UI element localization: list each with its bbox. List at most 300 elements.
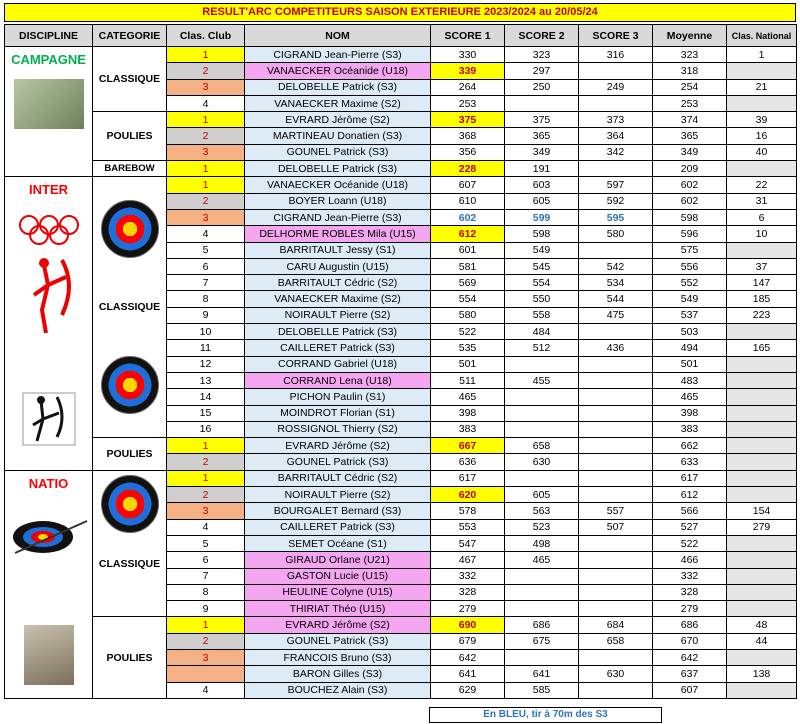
score1-cell: 612 — [431, 226, 505, 242]
score1-cell: 578 — [431, 503, 505, 519]
moyenne-cell: 328 — [653, 584, 727, 600]
name-cell: BOURGALET Bernard (S3) — [245, 503, 431, 519]
moyenne-cell: 466 — [653, 552, 727, 568]
national-rank-cell — [727, 405, 797, 421]
name-cell: CARU Augustin (U15) — [245, 258, 431, 274]
moyenne-cell: 254 — [653, 79, 727, 95]
score2-cell — [505, 470, 579, 486]
moyenne-cell: 279 — [653, 601, 727, 617]
rank-cell — [167, 666, 245, 682]
name-cell: EVRARD Jérôme (S2) — [245, 112, 431, 128]
moyenne-cell: 503 — [653, 324, 727, 340]
rank-cell: 6 — [167, 258, 245, 274]
name-cell: CAILLERET Patrick (S3) — [245, 519, 431, 535]
score2-cell: 512 — [505, 340, 579, 356]
rank-cell: 1 — [167, 161, 245, 177]
score3-cell: 542 — [579, 258, 653, 274]
moyenne-cell: 522 — [653, 535, 727, 551]
name-cell: GASTON Lucie (U15) — [245, 568, 431, 584]
header-moyenne: Moyenne — [653, 25, 727, 47]
moyenne-cell: 323 — [653, 47, 727, 63]
national-rank-cell: 16 — [727, 128, 797, 144]
score3-cell — [579, 356, 653, 372]
rank-cell: 14 — [167, 389, 245, 405]
score1-cell: 511 — [431, 372, 505, 388]
score3-cell — [579, 372, 653, 388]
score3-cell — [579, 487, 653, 503]
rank-cell: 7 — [167, 275, 245, 291]
category-label: POULIES — [106, 447, 153, 460]
header-score3: SCORE 3 — [579, 25, 653, 47]
national-rank-cell: 6 — [727, 209, 797, 225]
moyenne-cell: 637 — [653, 666, 727, 682]
moyenne-cell: 596 — [653, 226, 727, 242]
rank-cell: 9 — [167, 307, 245, 323]
name-cell: CIGRAND Jean-Pierre (S3) — [245, 47, 431, 63]
name-cell: EVRARD Jérôme (S2) — [245, 438, 431, 454]
score3-cell: 534 — [579, 275, 653, 291]
table-row — [5, 438, 797, 454]
national-rank-cell: 223 — [727, 307, 797, 323]
header-score2: SCORE 2 — [505, 25, 579, 47]
archer-photo — [14, 79, 84, 129]
score2-cell — [505, 356, 579, 372]
score1-cell: 356 — [431, 144, 505, 160]
score3-cell — [579, 470, 653, 486]
score3-cell — [579, 242, 653, 258]
score2-cell: 675 — [505, 633, 579, 649]
rank-cell: 12 — [167, 356, 245, 372]
discipline-label: NATIO — [28, 475, 69, 491]
rank-cell: 11 — [167, 340, 245, 356]
rank-cell: 3 — [167, 79, 245, 95]
header-clas-national: Clas. National — [727, 25, 797, 47]
target-icon — [101, 356, 159, 414]
national-rank-cell: 48 — [727, 617, 797, 633]
score1-cell: 601 — [431, 242, 505, 258]
score2-cell: 297 — [505, 63, 579, 79]
category-poulies — [93, 438, 167, 471]
name-cell: BARRITAULT Cédric (S2) — [245, 470, 431, 486]
moyenne-cell: 537 — [653, 307, 727, 323]
results-table — [4, 24, 797, 699]
moyenne-cell: 318 — [653, 63, 727, 79]
score1-cell: 332 — [431, 568, 505, 584]
score2-cell: 585 — [505, 682, 579, 698]
table-row — [5, 617, 797, 633]
score3-cell: 592 — [579, 193, 653, 209]
header-categorie: CATEGORIE — [93, 25, 167, 47]
national-rank-cell — [727, 487, 797, 503]
rank-cell: 1 — [167, 470, 245, 486]
moyenne-cell: 607 — [653, 682, 727, 698]
score1-cell: 620 — [431, 487, 505, 503]
rank-cell: 15 — [167, 405, 245, 421]
name-cell: FRANCOIS Bruno (S3) — [245, 649, 431, 665]
national-rank-cell — [727, 682, 797, 698]
page-title: RESULT'ARC COMPETITEURS SAISON EXTERIEURE 2023/2024 au 20/05/24 — [4, 3, 796, 22]
score2-cell — [505, 649, 579, 665]
score3-cell: 597 — [579, 177, 653, 193]
name-cell: BARON Gilles (S3) — [245, 666, 431, 682]
score2-cell: 365 — [505, 128, 579, 144]
moyenne-cell: 602 — [653, 193, 727, 209]
rank-cell: 4 — [167, 95, 245, 111]
score2-cell: 375 — [505, 112, 579, 128]
moyenne-cell: 527 — [653, 519, 727, 535]
name-cell: ROSSIGNOL Thierry (S2) — [245, 421, 431, 437]
national-rank-cell — [727, 356, 797, 372]
score2-cell: 641 — [505, 666, 579, 682]
score3-cell: 373 — [579, 112, 653, 128]
score3-cell — [579, 324, 653, 340]
moyenne-cell: 253 — [653, 95, 727, 111]
score1-cell: 253 — [431, 95, 505, 111]
category-label: CLASSIQUE — [98, 73, 161, 86]
moyenne-cell: 617 — [653, 470, 727, 486]
name-cell: VANAECKER Océanide (U18) — [245, 63, 431, 79]
moyenne-cell: 602 — [653, 177, 727, 193]
score1-cell: 264 — [431, 79, 505, 95]
score2-cell — [505, 405, 579, 421]
rank-cell: 2 — [167, 454, 245, 470]
score3-cell: 316 — [579, 47, 653, 63]
score3-cell — [579, 584, 653, 600]
score1-cell: 279 — [431, 601, 505, 617]
national-rank-cell: 37 — [727, 258, 797, 274]
national-rank-cell — [727, 63, 797, 79]
score2-cell — [505, 601, 579, 617]
score3-cell — [579, 63, 653, 79]
rank-cell: 10 — [167, 324, 245, 340]
score1-cell: 547 — [431, 535, 505, 551]
score2-cell — [505, 389, 579, 405]
rank-cell: 3 — [167, 209, 245, 225]
archer-silhouette-icon — [14, 255, 84, 339]
moyenne-cell: 209 — [653, 161, 727, 177]
rank-cell: 5 — [167, 242, 245, 258]
score3-cell: 658 — [579, 633, 653, 649]
score1-cell: 398 — [431, 405, 505, 421]
score1-cell: 617 — [431, 470, 505, 486]
score3-cell — [579, 535, 653, 551]
table-row — [5, 177, 797, 193]
moyenne-cell: 483 — [653, 372, 727, 388]
score3-cell — [579, 95, 653, 111]
score3-cell — [579, 601, 653, 617]
score2-cell: 563 — [505, 503, 579, 519]
header-clas-club: Clas. Club — [167, 25, 245, 47]
category-poulies — [93, 617, 167, 698]
national-rank-cell: 31 — [727, 193, 797, 209]
category-label: POULIES — [106, 130, 153, 143]
name-cell: CIGRAND Jean-Pierre (S3) — [245, 209, 431, 225]
national-rank-cell: 154 — [727, 503, 797, 519]
score1-cell: 641 — [431, 666, 505, 682]
score3-cell: 595 — [579, 209, 653, 225]
score2-cell: 191 — [505, 161, 579, 177]
rank-cell: 4 — [167, 682, 245, 698]
score3-cell — [579, 405, 653, 421]
national-rank-cell — [727, 584, 797, 600]
score3-cell — [579, 682, 653, 698]
name-cell: THIRIAT Théo (U15) — [245, 601, 431, 617]
discipline-inter — [5, 177, 93, 470]
score1-cell: 554 — [431, 291, 505, 307]
name-cell: GOUNEL Patrick (S3) — [245, 454, 431, 470]
national-rank-cell: 185 — [727, 291, 797, 307]
header-nom: NOM — [245, 25, 431, 47]
moyenne-cell: 398 — [653, 405, 727, 421]
score3-cell: 475 — [579, 307, 653, 323]
score1-cell: 690 — [431, 617, 505, 633]
rank-cell: 2 — [167, 193, 245, 209]
score2-cell: 686 — [505, 617, 579, 633]
score3-cell — [579, 568, 653, 584]
national-rank-cell — [727, 95, 797, 111]
moyenne-cell: 552 — [653, 275, 727, 291]
moyenne-cell: 612 — [653, 487, 727, 503]
name-cell: BARRITAULT Cédric (S2) — [245, 275, 431, 291]
score3-cell: 544 — [579, 291, 653, 307]
rank-cell: 1 — [167, 112, 245, 128]
score2-cell: 605 — [505, 193, 579, 209]
national-rank-cell — [727, 242, 797, 258]
name-cell: HEULINE Colyne (U15) — [245, 584, 431, 600]
name-cell: SEMET Océane (S1) — [245, 535, 431, 551]
name-cell: VANAECKER Océanide (U18) — [245, 177, 431, 193]
score3-cell: 436 — [579, 340, 653, 356]
score1-cell: 467 — [431, 552, 505, 568]
name-cell: BARRITAULT Jessy (S1) — [245, 242, 431, 258]
table-row — [5, 161, 797, 177]
score2-cell: 605 — [505, 487, 579, 503]
national-rank-cell: 1 — [727, 47, 797, 63]
category-poulies — [93, 112, 167, 161]
score3-cell: 580 — [579, 226, 653, 242]
national-rank-cell — [727, 454, 797, 470]
national-rank-cell: 44 — [727, 633, 797, 649]
score3-cell — [579, 438, 653, 454]
moyenne-cell: 349 — [653, 144, 727, 160]
arrow-target-icon — [9, 513, 89, 563]
archer-drawing-icon — [19, 389, 79, 453]
discipline-label: INTER — [29, 182, 68, 198]
target-icon — [101, 200, 159, 258]
score1-cell: 375 — [431, 112, 505, 128]
score2-cell: 323 — [505, 47, 579, 63]
rank-cell: 7 — [167, 568, 245, 584]
score3-cell: 249 — [579, 79, 653, 95]
category-label: BAREBOW — [104, 162, 155, 174]
discipline-label: CAMPAGNE — [11, 52, 86, 67]
score2-cell — [505, 584, 579, 600]
score3-cell — [579, 161, 653, 177]
score1-cell: 501 — [431, 356, 505, 372]
national-rank-cell: 147 — [727, 275, 797, 291]
rank-cell: 16 — [167, 421, 245, 437]
score1-cell: 679 — [431, 633, 505, 649]
header-row — [5, 25, 797, 47]
national-rank-cell — [727, 649, 797, 665]
header-score1: SCORE 1 — [431, 25, 505, 47]
moyenne-cell: 556 — [653, 258, 727, 274]
moyenne-cell: 598 — [653, 209, 727, 225]
rank-cell: 9 — [167, 601, 245, 617]
score2-cell — [505, 568, 579, 584]
rank-cell: 6 — [167, 552, 245, 568]
archer-photo — [24, 625, 74, 685]
national-rank-cell: 21 — [727, 79, 797, 95]
score1-cell: 330 — [431, 47, 505, 63]
score3-cell: 364 — [579, 128, 653, 144]
name-cell: MARTINEAU Donatien (S3) — [245, 128, 431, 144]
moyenne-cell: 549 — [653, 291, 727, 307]
score1-cell: 383 — [431, 421, 505, 437]
rank-cell: 4 — [167, 519, 245, 535]
national-rank-cell — [727, 372, 797, 388]
national-rank-cell — [727, 324, 797, 340]
name-cell: PICHON Paulin (S1) — [245, 389, 431, 405]
rank-cell: 3 — [167, 503, 245, 519]
score1-cell: 553 — [431, 519, 505, 535]
rank-cell: 2 — [167, 63, 245, 79]
name-cell: CORRAND Gabriel (U18) — [245, 356, 431, 372]
rank-cell: 5 — [167, 535, 245, 551]
score3-cell: 342 — [579, 144, 653, 160]
moyenne-cell: 633 — [653, 454, 727, 470]
footnote: En BLEU, tir à 70m des S3 — [429, 707, 662, 723]
score2-cell: 250 — [505, 79, 579, 95]
score1-cell: 610 — [431, 193, 505, 209]
score2-cell: 554 — [505, 275, 579, 291]
score1-cell: 368 — [431, 128, 505, 144]
moyenne-cell: 670 — [653, 633, 727, 649]
national-rank-cell: 138 — [727, 666, 797, 682]
category-barebow — [93, 161, 167, 177]
national-rank-cell — [727, 161, 797, 177]
national-rank-cell: 165 — [727, 340, 797, 356]
score3-cell: 630 — [579, 666, 653, 682]
score2-cell: 455 — [505, 372, 579, 388]
name-cell: DELOBELLE Patrick (S3) — [245, 161, 431, 177]
score2-cell: 598 — [505, 226, 579, 242]
rank-cell: 8 — [167, 584, 245, 600]
name-cell: DELOBELLE Patrick (S3) — [245, 79, 431, 95]
moyenne-cell: 575 — [653, 242, 727, 258]
name-cell: BOYER Loann (U18) — [245, 193, 431, 209]
national-rank-cell — [727, 552, 797, 568]
discipline-campagne — [5, 47, 93, 177]
name-cell: VANAECKER Maxime (S2) — [245, 291, 431, 307]
score1-cell: 607 — [431, 177, 505, 193]
national-rank-cell: 40 — [727, 144, 797, 160]
rank-cell: 2 — [167, 487, 245, 503]
score1-cell: 465 — [431, 389, 505, 405]
table-row — [5, 112, 797, 128]
score2-cell: 545 — [505, 258, 579, 274]
moyenne-cell: 662 — [653, 438, 727, 454]
rank-cell: 1 — [167, 438, 245, 454]
score2-cell: 465 — [505, 552, 579, 568]
score2-cell: 558 — [505, 307, 579, 323]
category-label: POULIES — [106, 651, 153, 664]
score2-cell — [505, 95, 579, 111]
score2-cell: 484 — [505, 324, 579, 340]
score3-cell: 507 — [579, 519, 653, 535]
score2-cell — [505, 421, 579, 437]
score1-cell: 535 — [431, 340, 505, 356]
national-rank-cell — [727, 568, 797, 584]
table-row — [5, 470, 797, 486]
rank-cell: 1 — [167, 617, 245, 633]
national-rank-cell: 39 — [727, 112, 797, 128]
score1-cell: 569 — [431, 275, 505, 291]
name-cell: BOUCHEZ Alain (S3) — [245, 682, 431, 698]
moyenne-cell: 374 — [653, 112, 727, 128]
name-cell: GOUNEL Patrick (S3) — [245, 633, 431, 649]
score1-cell: 228 — [431, 161, 505, 177]
score2-cell: 550 — [505, 291, 579, 307]
olympic-rings-icon — [19, 215, 79, 241]
national-rank-cell — [727, 438, 797, 454]
name-cell: CAILLERET Patrick (S3) — [245, 340, 431, 356]
national-rank-cell — [727, 470, 797, 486]
score2-cell: 549 — [505, 242, 579, 258]
moyenne-cell: 494 — [653, 340, 727, 356]
category-label: CLASSIQUE — [98, 301, 161, 314]
name-cell: GOUNEL Patrick (S3) — [245, 144, 431, 160]
score3-cell: 557 — [579, 503, 653, 519]
score1-cell: 328 — [431, 584, 505, 600]
score3-cell — [579, 552, 653, 568]
rank-cell: 13 — [167, 372, 245, 388]
moyenne-cell: 501 — [653, 356, 727, 372]
moyenne-cell: 332 — [653, 568, 727, 584]
rank-cell: 1 — [167, 47, 245, 63]
score1-cell: 636 — [431, 454, 505, 470]
name-cell: EVRARD Jérôme (S2) — [245, 617, 431, 633]
name-cell: GIRAUD Orlane (U21) — [245, 552, 431, 568]
score1-cell: 580 — [431, 307, 505, 323]
rank-cell: 4 — [167, 226, 245, 242]
score2-cell: 599 — [505, 209, 579, 225]
name-cell: VANAECKER Maxime (S2) — [245, 95, 431, 111]
score1-cell: 339 — [431, 63, 505, 79]
national-rank-cell — [727, 421, 797, 437]
category-label: CLASSIQUE — [98, 557, 161, 570]
score2-cell: 349 — [505, 144, 579, 160]
rank-cell: 8 — [167, 291, 245, 307]
moyenne-cell: 465 — [653, 389, 727, 405]
score3-cell — [579, 649, 653, 665]
score1-cell: 602 — [431, 209, 505, 225]
rank-cell: 3 — [167, 144, 245, 160]
national-rank-cell — [727, 535, 797, 551]
rank-cell: 3 — [167, 649, 245, 665]
rank-cell: 2 — [167, 128, 245, 144]
score1-cell: 581 — [431, 258, 505, 274]
discipline-natio — [5, 470, 93, 698]
name-cell: CORRAND Lena (U18) — [245, 372, 431, 388]
national-rank-cell — [727, 389, 797, 405]
score3-cell — [579, 454, 653, 470]
national-rank-cell: 279 — [727, 519, 797, 535]
score1-cell: 629 — [431, 682, 505, 698]
table-row — [5, 47, 797, 63]
target-icon — [101, 475, 159, 533]
score2-cell: 630 — [505, 454, 579, 470]
